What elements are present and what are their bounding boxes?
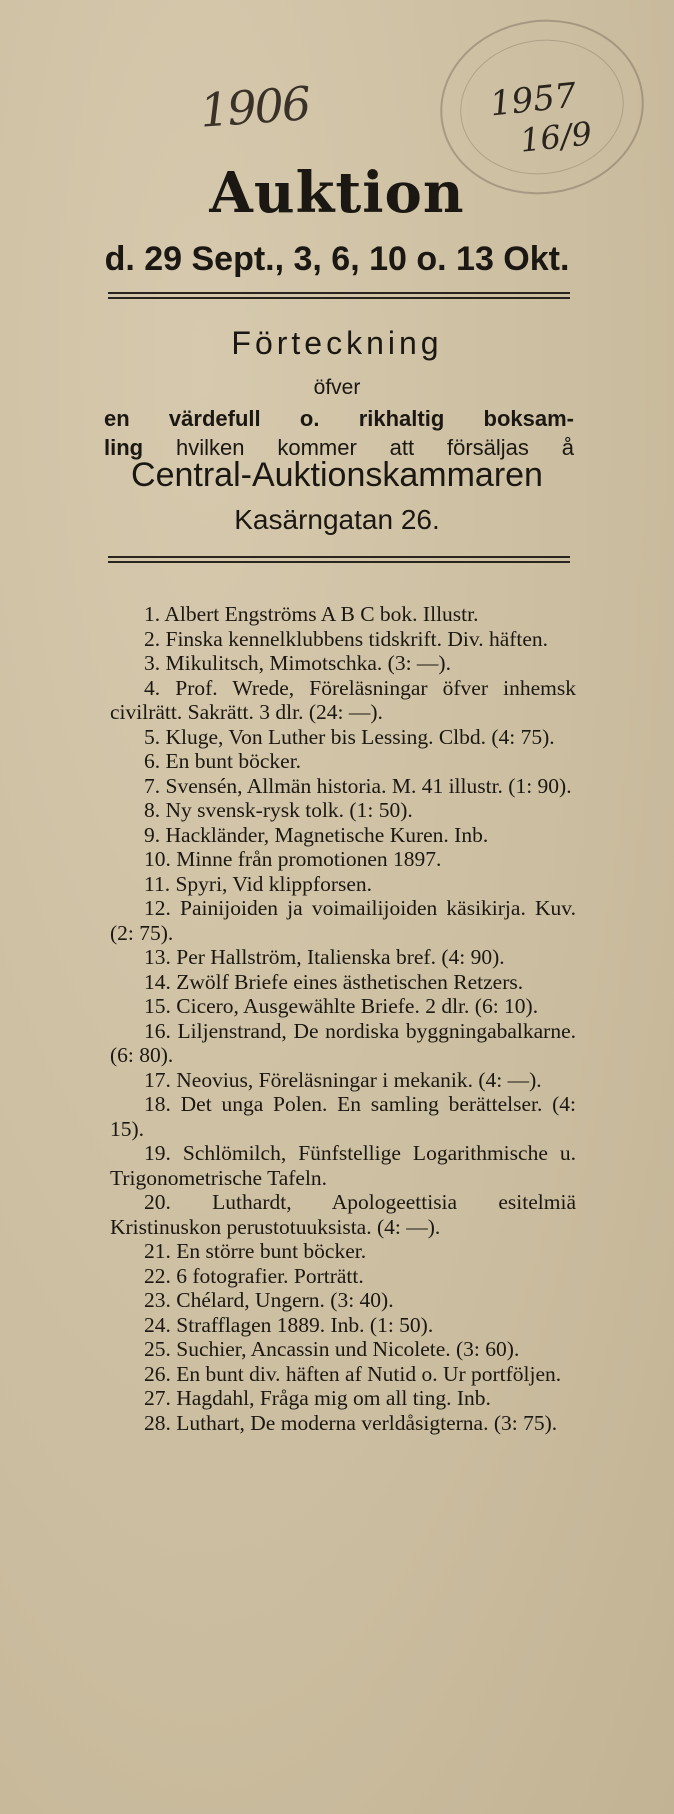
lot-number: 3. [144, 651, 161, 675]
lot-item [110, 602, 576, 627]
heading-ofver: öfver [313, 376, 361, 399]
lot-number: 4. [144, 675, 161, 700]
lot-text: Hackländer, Magnetische Kuren. Inb. [165, 822, 489, 847]
lot-number: 8. [144, 798, 161, 822]
lot-item [110, 896, 576, 945]
lot-item [110, 1019, 576, 1068]
auction-dates: d. 29 Sept., 3, 6, 10 o. 13 Okt. [104, 240, 570, 278]
lot-text: Ny svensk-rysk tolk. (1: 50). [165, 798, 413, 822]
lot-text: Hagdahl, Fråga mig om all ting. Inb. [176, 1386, 491, 1410]
lot-number: 23. [144, 1288, 171, 1312]
lot-item [110, 676, 576, 725]
lot-text: Neovius, Föreläsningar i mekanik. (4: —). [176, 1067, 542, 1092]
lot-text: Det unga Polen. En samling berättelser. (4: 15). [110, 1092, 577, 1141]
lot-list [110, 602, 576, 1435]
lot-item [110, 970, 576, 995]
lot-number: 17. [144, 1067, 171, 1092]
lot-item [110, 651, 576, 676]
lot-number: 26. [144, 1361, 171, 1386]
lot-text: Per Hallström, Italienska bref. (4: 90). [176, 945, 505, 969]
lot-text: 6 fotografier. Porträtt. [176, 1263, 364, 1288]
lot-number: 9. [144, 822, 161, 847]
lot-text: Mikulitsch, Mimotschka. (3: —). [165, 651, 451, 675]
lot-item [110, 823, 576, 848]
lot-item [110, 774, 576, 799]
lot-number: 12. [144, 896, 171, 920]
lot-item [110, 1264, 576, 1289]
lot-item [110, 725, 576, 750]
lot-text: Prof. Wrede, Föreläsningar öfver inhemsk civilrätt. Sakrätt. 3 dlr. (24: —). [110, 675, 576, 724]
divider-top [108, 292, 570, 299]
lot-text: En större bunt böcker. [176, 1239, 367, 1263]
lot-number: 10. [144, 847, 171, 871]
lot-number: 14. [144, 969, 171, 994]
lot-item [110, 1288, 576, 1313]
auction-house-name: Central-Auktionskammaren [131, 456, 543, 494]
lot-number: 5. [144, 724, 161, 749]
lot-item [110, 1190, 576, 1239]
lot-item [110, 1313, 576, 1338]
lot-text: Zwölf Briefe eines ästhetischen Retzers. [176, 969, 524, 994]
lot-text: Strafflagen 1889. Inb. (1: 50). [176, 1312, 434, 1337]
lot-item [110, 749, 576, 774]
lot-number: 28. [144, 1410, 171, 1435]
lot-text: Minne från promotionen 1897. [176, 847, 442, 871]
lot-number: 11. [144, 871, 171, 896]
lot-item [110, 847, 576, 872]
lot-item [110, 872, 576, 897]
lot-number: 22. [144, 1263, 171, 1288]
lot-number: 13. [144, 945, 171, 969]
lot-text: Chélard, Ungern. (3: 40). [176, 1288, 394, 1312]
divider-bottom [108, 556, 570, 563]
handwritten-year: 1906 [198, 76, 311, 138]
lot-item [110, 1411, 576, 1436]
lot-item [110, 1092, 576, 1141]
description-rest: hvilken kommer att försäljas å [175, 435, 574, 460]
lot-number: 21. [144, 1239, 171, 1263]
lot-text: Cicero, Ausgewählte Briefe. 2 dlr. (6: 10). [176, 994, 539, 1018]
lot-text: Finska kennelklubbens tidskrift. Div. häften. [165, 626, 549, 651]
lot-item [110, 1141, 576, 1190]
lot-item [110, 1386, 576, 1411]
description-bold-word: ling [104, 435, 144, 460]
lot-number: 15. [144, 994, 171, 1018]
lot-text: Albert Engströms A B C bok. Illustr. [164, 602, 479, 626]
lot-text: Luthardt, Apologeettisia esitelmiä Kristinuskon perustotuuksista. (4: —). [110, 1190, 576, 1239]
lot-item [110, 798, 576, 823]
lot-number: 20. [144, 1190, 171, 1214]
lot-text: Liljenstrand, De nordiska byggningabalkarne. (6: 80). [110, 1018, 577, 1067]
lot-number: 27. [144, 1386, 171, 1410]
lot-number: 25. [144, 1337, 171, 1361]
lot-item [110, 1362, 576, 1387]
lot-text: Svensén, Allmän historia. M. 41 illustr. (1: 90). [165, 773, 572, 798]
lot-number: 2. [144, 626, 161, 651]
stamp-handwriting-2: 16/9 [518, 114, 594, 160]
lot-item [110, 1239, 576, 1264]
lot-number: 7. [144, 773, 161, 798]
lot-text: Kluge, Von Luther bis Lessing. Clbd. (4: 75). [165, 724, 555, 749]
auction-house-address: Kasärngatan 26. [234, 504, 440, 535]
lot-text: En bunt div. häften af Nutid o. Ur portföljen. [176, 1361, 562, 1386]
catalog-description [104, 404, 574, 462]
lot-item [110, 1068, 576, 1093]
page-title: Auktion [209, 160, 465, 226]
lot-item [110, 1337, 576, 1362]
lot-number: 19. [144, 1141, 171, 1165]
lot-text: Schlömilch, Fünfstellige Logarithmische u. Trigonometrische Tafeln. [110, 1141, 576, 1190]
lot-text: En bunt böcker. [165, 749, 302, 773]
lot-number: 1. [144, 602, 161, 626]
lot-number: 18. [144, 1092, 171, 1116]
lot-item [110, 627, 576, 652]
stamp-handwriting-1: 1957 [488, 75, 579, 125]
lot-item [110, 994, 576, 1019]
lot-item [110, 945, 576, 970]
lot-number: 16. [144, 1018, 171, 1043]
lot-text: Spyri, Vid klippforsen. [175, 871, 373, 896]
lot-text: Luthart, De moderna verldåsigterna. (3: 75). [176, 1410, 558, 1435]
lot-number: 6. [144, 749, 161, 773]
description-bold-line: en värdefull o. rikhaltig boksam- [104, 406, 574, 431]
lot-text: Suchier, Ancassin und Nicolete. (3: 60). [176, 1337, 520, 1361]
lot-number: 24. [144, 1312, 171, 1337]
catalog-heading: Förteckning [231, 325, 443, 361]
lot-text: Painijoiden ja voimailijoiden käsikirja. Kuv. (2: 75). [110, 896, 576, 945]
